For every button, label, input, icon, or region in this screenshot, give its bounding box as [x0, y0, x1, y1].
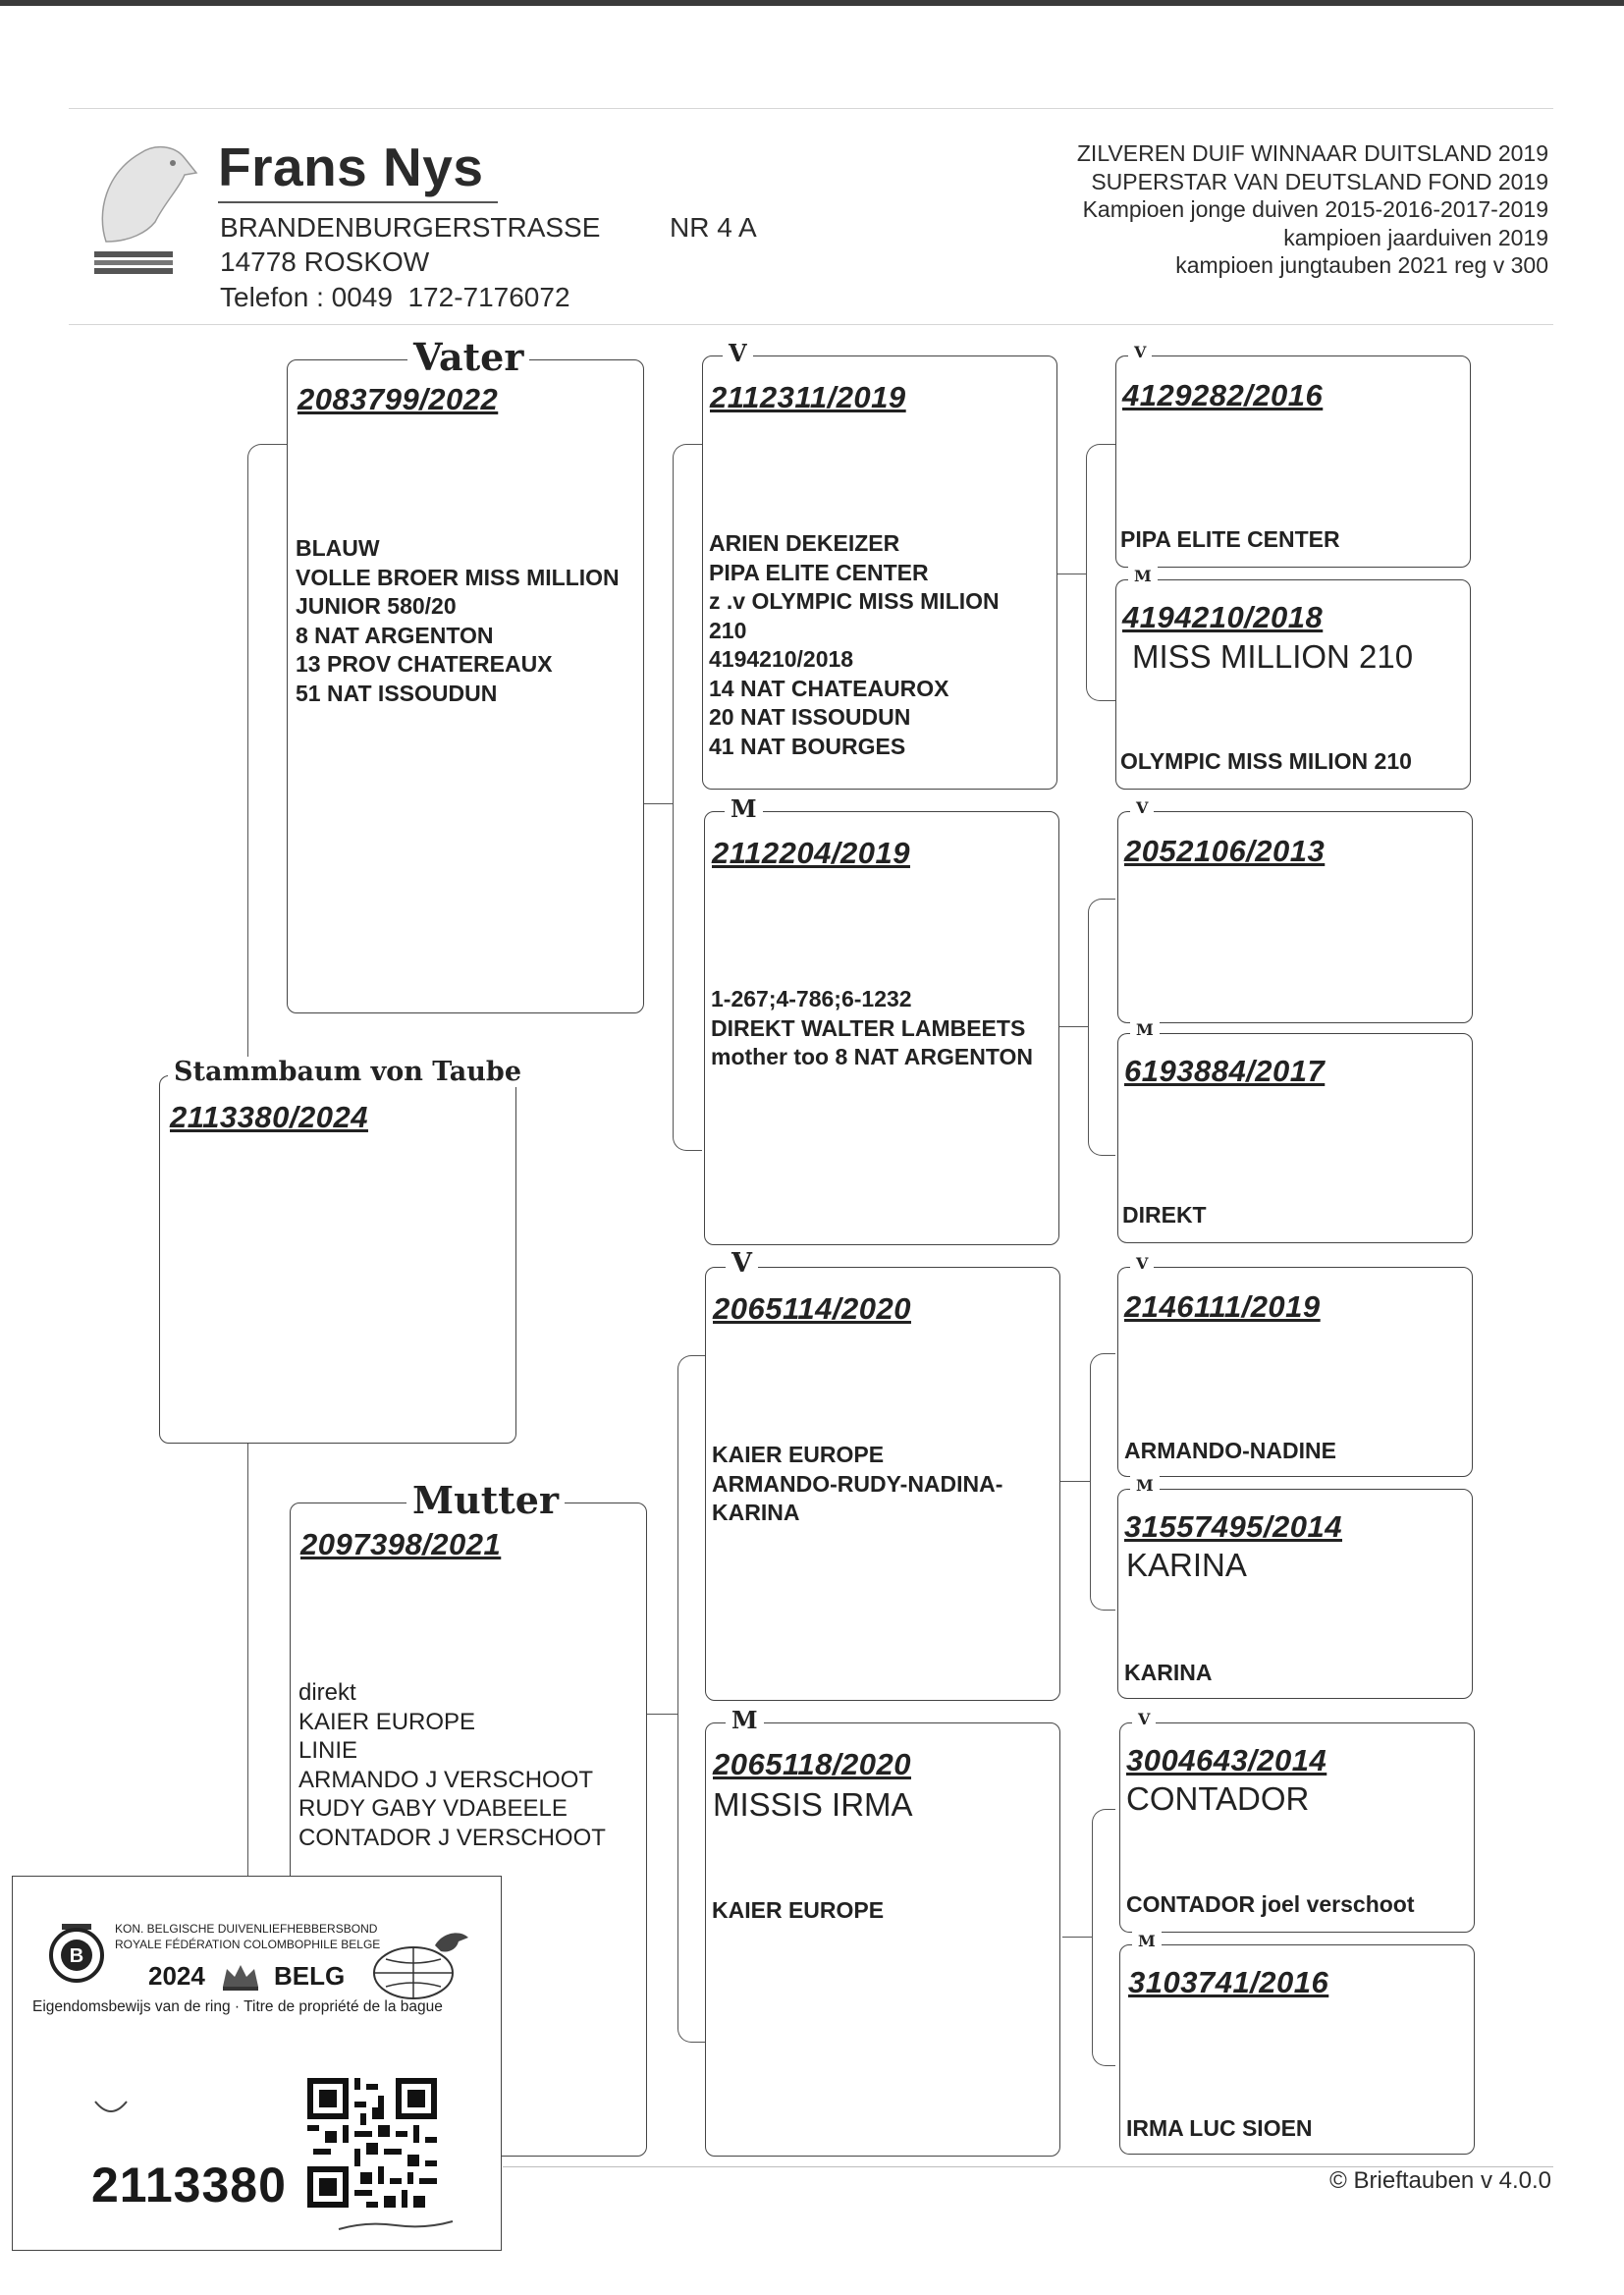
info-line: BLAUW	[296, 535, 380, 561]
mother-info	[298, 1678, 606, 1852]
hole-mark-icon	[91, 2088, 131, 2127]
mfm-box	[1117, 1476, 1473, 1699]
connector-ff-parents	[1086, 444, 1115, 701]
mmm-ring: 3103741/2016	[1128, 1965, 1329, 1999]
father-ring: 2083799/2022	[298, 382, 499, 416]
mmm-info	[1126, 2114, 1313, 2144]
info-line: 8 NAT ARGENTON	[296, 622, 494, 648]
mmf-name: CONTADOR	[1126, 1780, 1310, 1817]
ffm-box	[1115, 567, 1471, 790]
subject-box	[159, 1057, 521, 1444]
mff-box	[1117, 1254, 1473, 1477]
father-legend: Vater	[407, 335, 529, 379]
mmm-legend: M	[1132, 1932, 1162, 1950]
connector-father-tick	[643, 803, 673, 804]
mmf-info	[1126, 1890, 1415, 1920]
scan-top-edge	[0, 0, 1624, 6]
mmf-legend: V	[1132, 1710, 1156, 1728]
card-year: 2024	[148, 1961, 205, 1991]
mf-legend: V	[726, 1248, 758, 1279]
owner-name-underline	[218, 201, 498, 203]
connector-fm-tick	[1058, 1026, 1088, 1027]
info-line: 51 NAT ISSOUDUN	[296, 680, 498, 706]
info-line: KARINA	[712, 1500, 800, 1525]
owner-title: kampioen jungtauben 2021 reg v 300	[1175, 252, 1548, 278]
info-line: 4194210/2018	[709, 646, 854, 672]
crown-crest-icon	[219, 1959, 262, 1993]
info-line: KARINA	[1124, 1660, 1213, 1685]
card-ring-number: 2113380	[91, 2158, 287, 2213]
info-line: KAIER EUROPE	[298, 1708, 476, 1735]
ffm-legend: M	[1128, 567, 1158, 585]
ff-legend: V	[723, 339, 753, 367]
fmm-legend: M	[1130, 1020, 1160, 1039]
fmf-box	[1117, 798, 1473, 1023]
info-line: OLYMPIC MISS MILION 210	[1120, 748, 1412, 774]
mf-box	[705, 1248, 1060, 1701]
info-line: RUDY GABY VDABEELE	[298, 1795, 568, 1822]
mm-info	[712, 1896, 884, 1926]
header-bottom-rule	[69, 324, 1553, 325]
fm-legend: M	[725, 794, 763, 823]
info-line: 210	[709, 617, 747, 643]
connector-father-parents	[673, 444, 702, 1151]
fff-info	[1120, 525, 1340, 555]
info-line: KAIER EUROPE	[712, 1442, 885, 1467]
connector-mf-tick	[1060, 1481, 1090, 1482]
stripe-logo-icon	[94, 244, 173, 283]
info-line: ARMANDO J VERSCHOOT	[298, 1766, 594, 1793]
svg-text:B: B	[69, 1945, 84, 1967]
mf-info	[712, 1441, 1002, 1528]
ffm-info	[1120, 747, 1412, 777]
fm-box	[704, 794, 1059, 1245]
info-line: CONTADOR joel verschoot	[1126, 1891, 1415, 1917]
father-info	[296, 534, 620, 708]
info-line: DIREKT	[1122, 1202, 1207, 1228]
owner-titles	[1077, 139, 1548, 280]
info-line: VOLLE BROER MISS MILLION	[296, 564, 620, 590]
info-line: PIPA ELITE CENTER	[709, 559, 929, 585]
subject-legend: Stammbaum von Taube	[168, 1057, 527, 1087]
ff-box	[702, 339, 1057, 790]
mother-ring: 2097398/2021	[300, 1527, 502, 1561]
mm-name: MISSIS IRMA	[713, 1786, 913, 1823]
card-org-fr: ROYALE FÉDÉRATION COLOMBOPHILE BELGE	[115, 1938, 381, 1951]
ffm-name: MISS MILLION 210	[1132, 638, 1414, 675]
connector-mm-parents	[1092, 1809, 1115, 2066]
fmf-legend: V	[1130, 798, 1154, 817]
mm-box	[705, 1706, 1060, 2157]
header-top-rule	[69, 108, 1553, 109]
fff-legend: V	[1128, 343, 1152, 361]
ff-info	[709, 529, 1000, 761]
owner-phone: Telefon : 0049 172-7176072	[220, 282, 570, 312]
owner-title: kampioen jaarduiven 2019	[1283, 224, 1548, 250]
mf-ring: 2065114/2020	[713, 1291, 911, 1326]
subject-ring: 2113380/2024	[170, 1100, 368, 1134]
info-line: LINIE	[298, 1737, 358, 1764]
fmm-ring: 6193884/2017	[1124, 1054, 1326, 1088]
card-country: BELG	[274, 1961, 346, 1991]
ffm-ring: 4194210/2018	[1122, 600, 1324, 634]
federation-emblem-icon	[42, 1918, 111, 1987]
info-line: PIPA ELITE CENTER	[1120, 526, 1340, 552]
mff-legend: V	[1130, 1254, 1154, 1273]
ring-ownership-card	[12, 1876, 502, 2251]
fmm-info	[1122, 1201, 1207, 1230]
fm-info	[711, 985, 1033, 1072]
fm-ring: 2112204/2019	[712, 836, 910, 870]
info-line: 14 NAT CHATEAUROX	[709, 675, 949, 701]
ff-ring: 2112311/2019	[710, 380, 906, 414]
mmf-ring: 3004643/2014	[1126, 1743, 1327, 1777]
signature-scribble-icon	[337, 2215, 455, 2235]
pigeon-logo-icon	[86, 134, 214, 251]
info-line: IRMA LUC SIOEN	[1126, 2115, 1313, 2141]
info-line: 41 NAT BOURGES	[709, 733, 906, 759]
info-line: ARMANDO-NADINE	[1124, 1438, 1336, 1463]
owner-street: BRANDENBURGERSTRASSE	[220, 212, 601, 243]
fmm-box	[1117, 1020, 1473, 1243]
connector-mm-tick	[1062, 1937, 1092, 1938]
fff-box	[1115, 343, 1471, 568]
connector-mother-tick	[646, 1714, 677, 1715]
info-line: mother too 8 NAT ARGENTON	[711, 1044, 1033, 1069]
fmf-ring: 2052106/2013	[1124, 834, 1326, 868]
info-line: DIREKT WALTER LAMBEETS	[711, 1014, 1026, 1041]
info-line: 13 PROV CHATEREAUX	[296, 651, 553, 677]
mfm-name: KARINA	[1126, 1547, 1247, 1583]
mm-legend: M	[726, 1706, 764, 1734]
card-org-nl: KON. BELGISCHE DUIVENLIEFHEBBERSBOND	[115, 1922, 378, 1936]
mff-info	[1124, 1437, 1336, 1466]
mfm-legend: M	[1130, 1476, 1160, 1495]
info-line: CONTADOR J VERSCHOOT	[298, 1824, 606, 1851]
owner-name: Frans Nys	[218, 137, 484, 197]
connector-mf-parents	[1090, 1353, 1115, 1611]
father-box	[287, 335, 644, 1013]
mfm-ring: 31557495/2014	[1124, 1509, 1343, 1544]
owner-title: ZILVEREN DUIF WINNAAR DUITSLAND 2019	[1076, 140, 1548, 166]
mff-ring: 2146111/2019	[1124, 1289, 1321, 1324]
mmm-box	[1119, 1932, 1475, 2155]
owner-title: Kampioen jonge duiven 2015-2016-2017-2019	[1082, 196, 1548, 222]
qr-code-icon	[307, 2078, 437, 2208]
info-line: 1-267;4-786;6-1232	[711, 986, 912, 1011]
info-line: KAIER EUROPE	[712, 1897, 885, 1923]
owner-title: SUPERSTAR VAN DEUTSLAND FOND 2019	[1091, 168, 1548, 194]
mfm-info	[1124, 1659, 1212, 1688]
info-line: JUNIOR 580/20	[296, 593, 457, 619]
owner-house-number: NR 4 A	[670, 212, 757, 243]
connector-fm-parents	[1088, 899, 1115, 1156]
fff-ring: 4129282/2016	[1122, 378, 1324, 412]
copyright-text: © Brieftauben v 4.0.0	[1329, 2167, 1551, 2194]
card-ownership-text: Eigendomsbewijs van de ring · Titre de propriété de la bague	[32, 1998, 443, 2015]
info-line: 20 NAT ISSOUDUN	[709, 704, 911, 730]
mmf-box	[1119, 1710, 1475, 1933]
connector-mother-parents	[677, 1355, 705, 2043]
mother-legend: Mutter	[406, 1478, 565, 1522]
info-line: z .v OLYMPIC MISS MILION	[709, 588, 1000, 614]
info-line: direkt	[298, 1679, 356, 1706]
mm-ring: 2065118/2020	[713, 1747, 911, 1781]
info-line: ARMANDO-RUDY-NADINA-	[712, 1470, 1003, 1497]
globe-pigeon-logo-icon	[366, 1924, 474, 2002]
info-line: ARIEN DEKEIZER	[709, 530, 900, 556]
owner-city: 14778 ROSKOW	[220, 246, 430, 277]
